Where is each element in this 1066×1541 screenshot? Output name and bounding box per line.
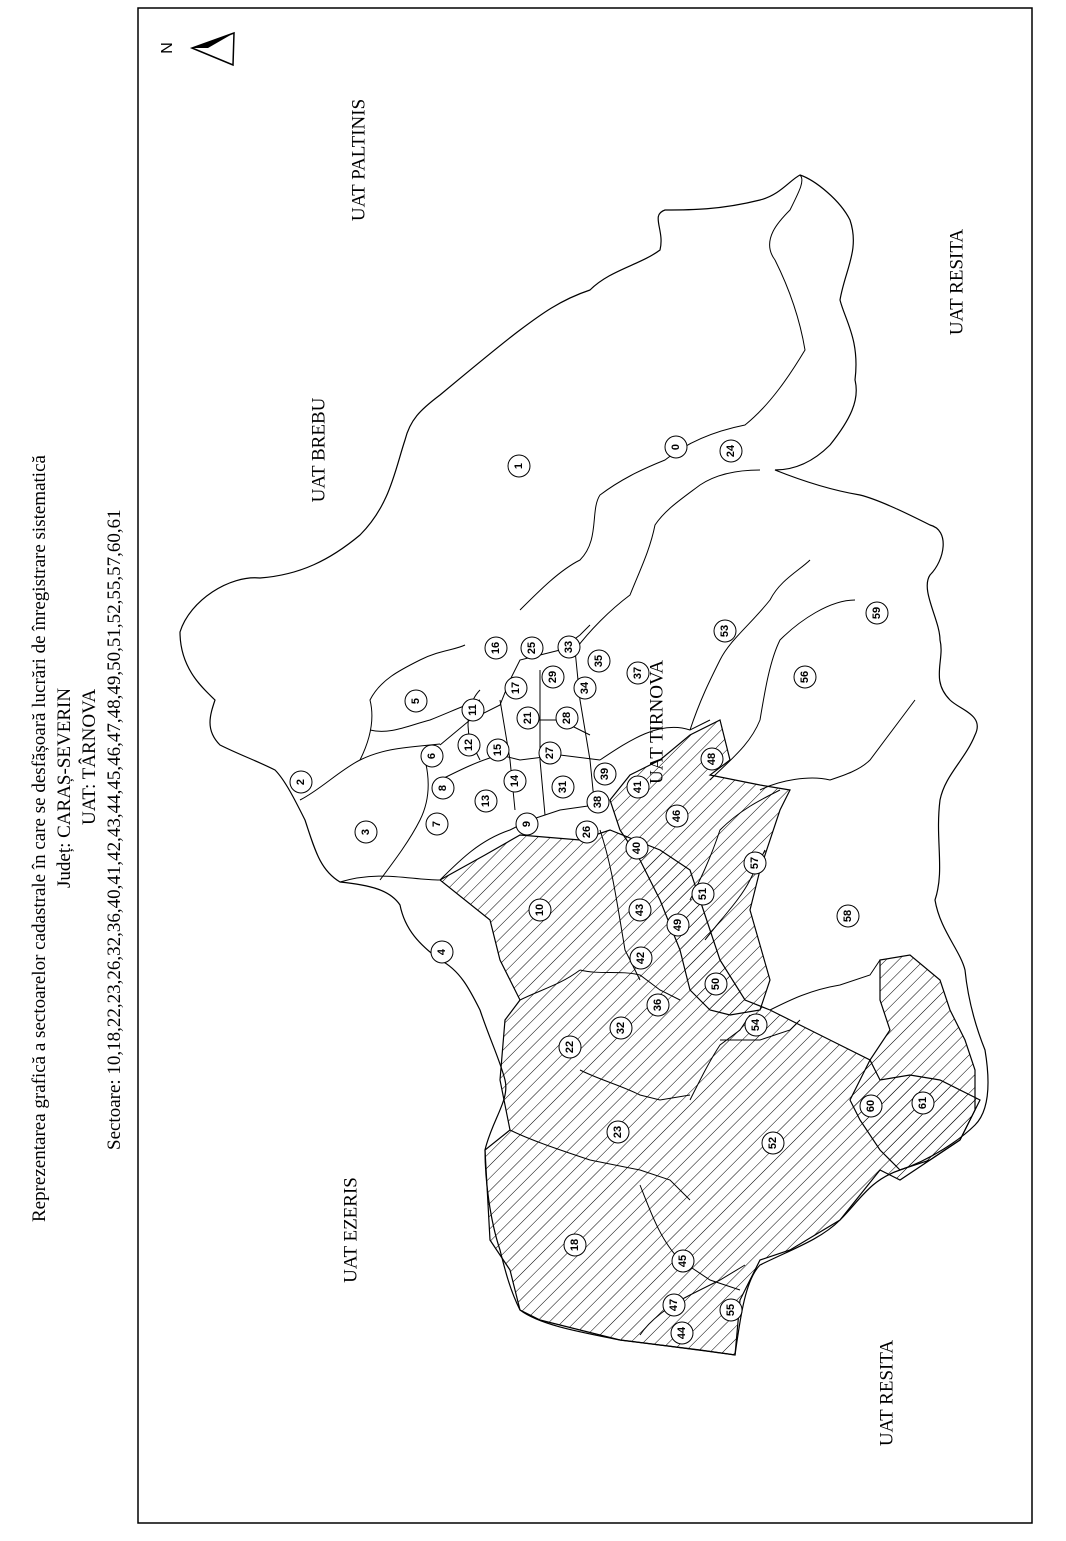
sector-number: 4: [436, 948, 448, 956]
title-line-1: Reprezentarea grafică a sectoarelor cadastrale în care se desfășoară lucrări de înregistrare sistematică: [29, 455, 50, 1222]
sector-label-5: [405, 690, 427, 712]
sector-number: 22: [564, 1040, 576, 1054]
sector-number: 45: [677, 1254, 689, 1268]
sector-number: 38: [592, 795, 604, 809]
sector-number: 40: [631, 841, 643, 855]
sector-label-54: [745, 1014, 767, 1036]
sector-label-22-hatched: [559, 1036, 581, 1058]
sector-number: 17: [510, 681, 522, 695]
sector-label-18-hatched: [564, 1234, 586, 1256]
sector-label-59: [866, 602, 888, 624]
sector-label-43-hatched: [629, 899, 651, 921]
sector-label-31: [552, 776, 574, 798]
sector-number: 37: [632, 666, 644, 680]
sector-label-49-hatched: [667, 914, 689, 936]
sector-number: 44: [676, 1326, 688, 1340]
sector-label-13: [475, 790, 497, 812]
sector-number: 29: [547, 670, 559, 684]
sector-label-38: [587, 791, 609, 813]
sector-label-15: [487, 739, 509, 761]
sector-number: 57: [749, 856, 761, 870]
sector-number: 9: [521, 820, 533, 828]
sector-label-42-hatched: [630, 947, 652, 969]
sector-label-44-hatched: [671, 1322, 693, 1344]
sector-number: 34: [579, 681, 591, 695]
sector-label-1: [508, 455, 530, 477]
sector-number: 33: [563, 640, 575, 654]
sector-number: 31: [557, 780, 569, 794]
sector-label-57-hatched: [744, 852, 766, 874]
uat-resita-bottom-label: UAT RESITA: [876, 1339, 898, 1447]
uat-paltinis-label: UAT PALTINIS: [348, 98, 370, 222]
sector-number: 6: [426, 752, 438, 760]
sector-number: 11: [467, 704, 479, 716]
sector-number: 10: [534, 903, 546, 917]
uat-resita-top-label: UAT RESITA: [946, 228, 968, 336]
sector-number: 5: [410, 697, 422, 705]
sector-number: 54: [750, 1018, 762, 1032]
sector-number: 16: [490, 641, 502, 655]
sector-label-12: [458, 734, 480, 756]
sector-number: 35: [593, 654, 605, 668]
uat-brebu-label: UAT BREBU: [308, 397, 330, 503]
sector-number: 0: [670, 443, 682, 451]
title-line-4: Sectoare: 10,18,22,23,26,32,36,40,41,42,43,44,45,46,47,48,49,50,51,52,55,57,60,61: [104, 509, 125, 1150]
sector-number: 60: [865, 1099, 877, 1113]
uat-tirnova-label: UAT TIRNOVA: [646, 659, 668, 785]
sector-number: 41: [632, 780, 644, 794]
sector-label-33: [558, 636, 580, 658]
sector-number: 46: [671, 809, 683, 823]
sector-label-9: [516, 813, 538, 835]
sector-number: 25: [526, 641, 538, 655]
sector-label-4: [431, 941, 453, 963]
sector-number: 52: [767, 1136, 779, 1150]
sector-label-2: [290, 771, 312, 793]
sector-label-27: [539, 742, 561, 764]
sector-label-16: [485, 637, 507, 659]
north-arrow-icon: [192, 33, 234, 65]
sector-label-39: [594, 763, 616, 785]
sector-label-36-hatched: [647, 994, 669, 1016]
sector-number: 28: [561, 711, 573, 725]
sector-label-7: [426, 813, 448, 835]
sector-number: 14: [509, 774, 521, 788]
sector-number: 32: [615, 1021, 627, 1035]
sector-number: 51: [697, 887, 709, 901]
sector-label-11: [462, 699, 484, 721]
sector-label-52-hatched: [762, 1132, 784, 1154]
sector-label-53: [714, 620, 736, 642]
sector-number: 3: [360, 828, 372, 836]
sector-number: 53: [719, 624, 731, 638]
sector-number: 56: [799, 670, 811, 684]
sector-label-40-hatched: [626, 837, 648, 859]
sector-number: 39: [599, 767, 611, 781]
sector-number: 1: [513, 462, 525, 470]
sector-label-32-hatched: [610, 1017, 632, 1039]
sector-label-34: [574, 677, 596, 699]
sector-label-14: [504, 770, 526, 792]
sector-number: 55: [725, 1303, 737, 1317]
sector-number: 15: [492, 743, 504, 757]
sector-label-47-hatched: [663, 1294, 685, 1316]
sector-number: 23: [612, 1125, 624, 1139]
sector-number: 42: [635, 951, 647, 965]
sector-number: 58: [842, 909, 854, 923]
sector-label-56: [794, 666, 816, 688]
sector-label-10-hatched: [529, 899, 551, 921]
sector-number: 13: [480, 794, 492, 808]
sector-number: 2: [295, 778, 307, 786]
sector-label-8: [432, 777, 454, 799]
sector-label-50-hatched: [705, 973, 727, 995]
sector-label-35: [588, 650, 610, 672]
sector-number: 47: [668, 1298, 680, 1312]
sector-label-28: [556, 707, 578, 729]
sector-label-51-hatched: [692, 883, 714, 905]
sector-label-46-hatched: [666, 805, 688, 827]
sector-number: 26: [581, 825, 593, 839]
sector-label-3: [355, 821, 377, 843]
sector-label-60-hatched: [860, 1095, 882, 1117]
title-line-2: Județ: CARAȘ-SEVERIN: [54, 687, 75, 888]
title-line-3: UAT: TÂRNOVA: [79, 688, 100, 825]
sector-number: 7: [431, 820, 443, 828]
sector-number: 8: [437, 784, 449, 792]
sector-label-6: [421, 745, 443, 767]
north-label: N: [159, 42, 177, 54]
sector-label-21: [517, 707, 539, 729]
sector-number: 61: [917, 1096, 929, 1110]
sector-number: 27: [544, 746, 556, 760]
sector-number: 36: [652, 998, 664, 1012]
sector-number: 12: [463, 738, 475, 752]
sector-number: 48: [706, 752, 718, 766]
sector-label-23-hatched: [607, 1121, 629, 1143]
sector-number: 18: [569, 1238, 581, 1252]
sector-label-29: [542, 666, 564, 688]
uat-ezeris-label: UAT EZERIS: [340, 1177, 362, 1283]
sector-number: 43: [634, 903, 646, 917]
sector-label-61-hatched: [912, 1092, 934, 1114]
sector-label-48-hatched: [701, 748, 723, 770]
sector-label-55-hatched: [720, 1299, 742, 1321]
sector-label-17: [505, 677, 527, 699]
sector-label-45-hatched: [672, 1250, 694, 1272]
sector-number: 21: [522, 711, 534, 725]
sector-number: 50: [710, 977, 722, 991]
sector-label-58: [837, 905, 859, 927]
sector-number: 24: [725, 444, 737, 458]
sector-label-24: [720, 440, 742, 462]
sector-number: 49: [672, 918, 684, 932]
sector-label-0: [665, 436, 687, 458]
sector-number: 59: [871, 606, 883, 620]
sector-label-26-hatched: [576, 821, 598, 843]
sector-label-25: [521, 637, 543, 659]
